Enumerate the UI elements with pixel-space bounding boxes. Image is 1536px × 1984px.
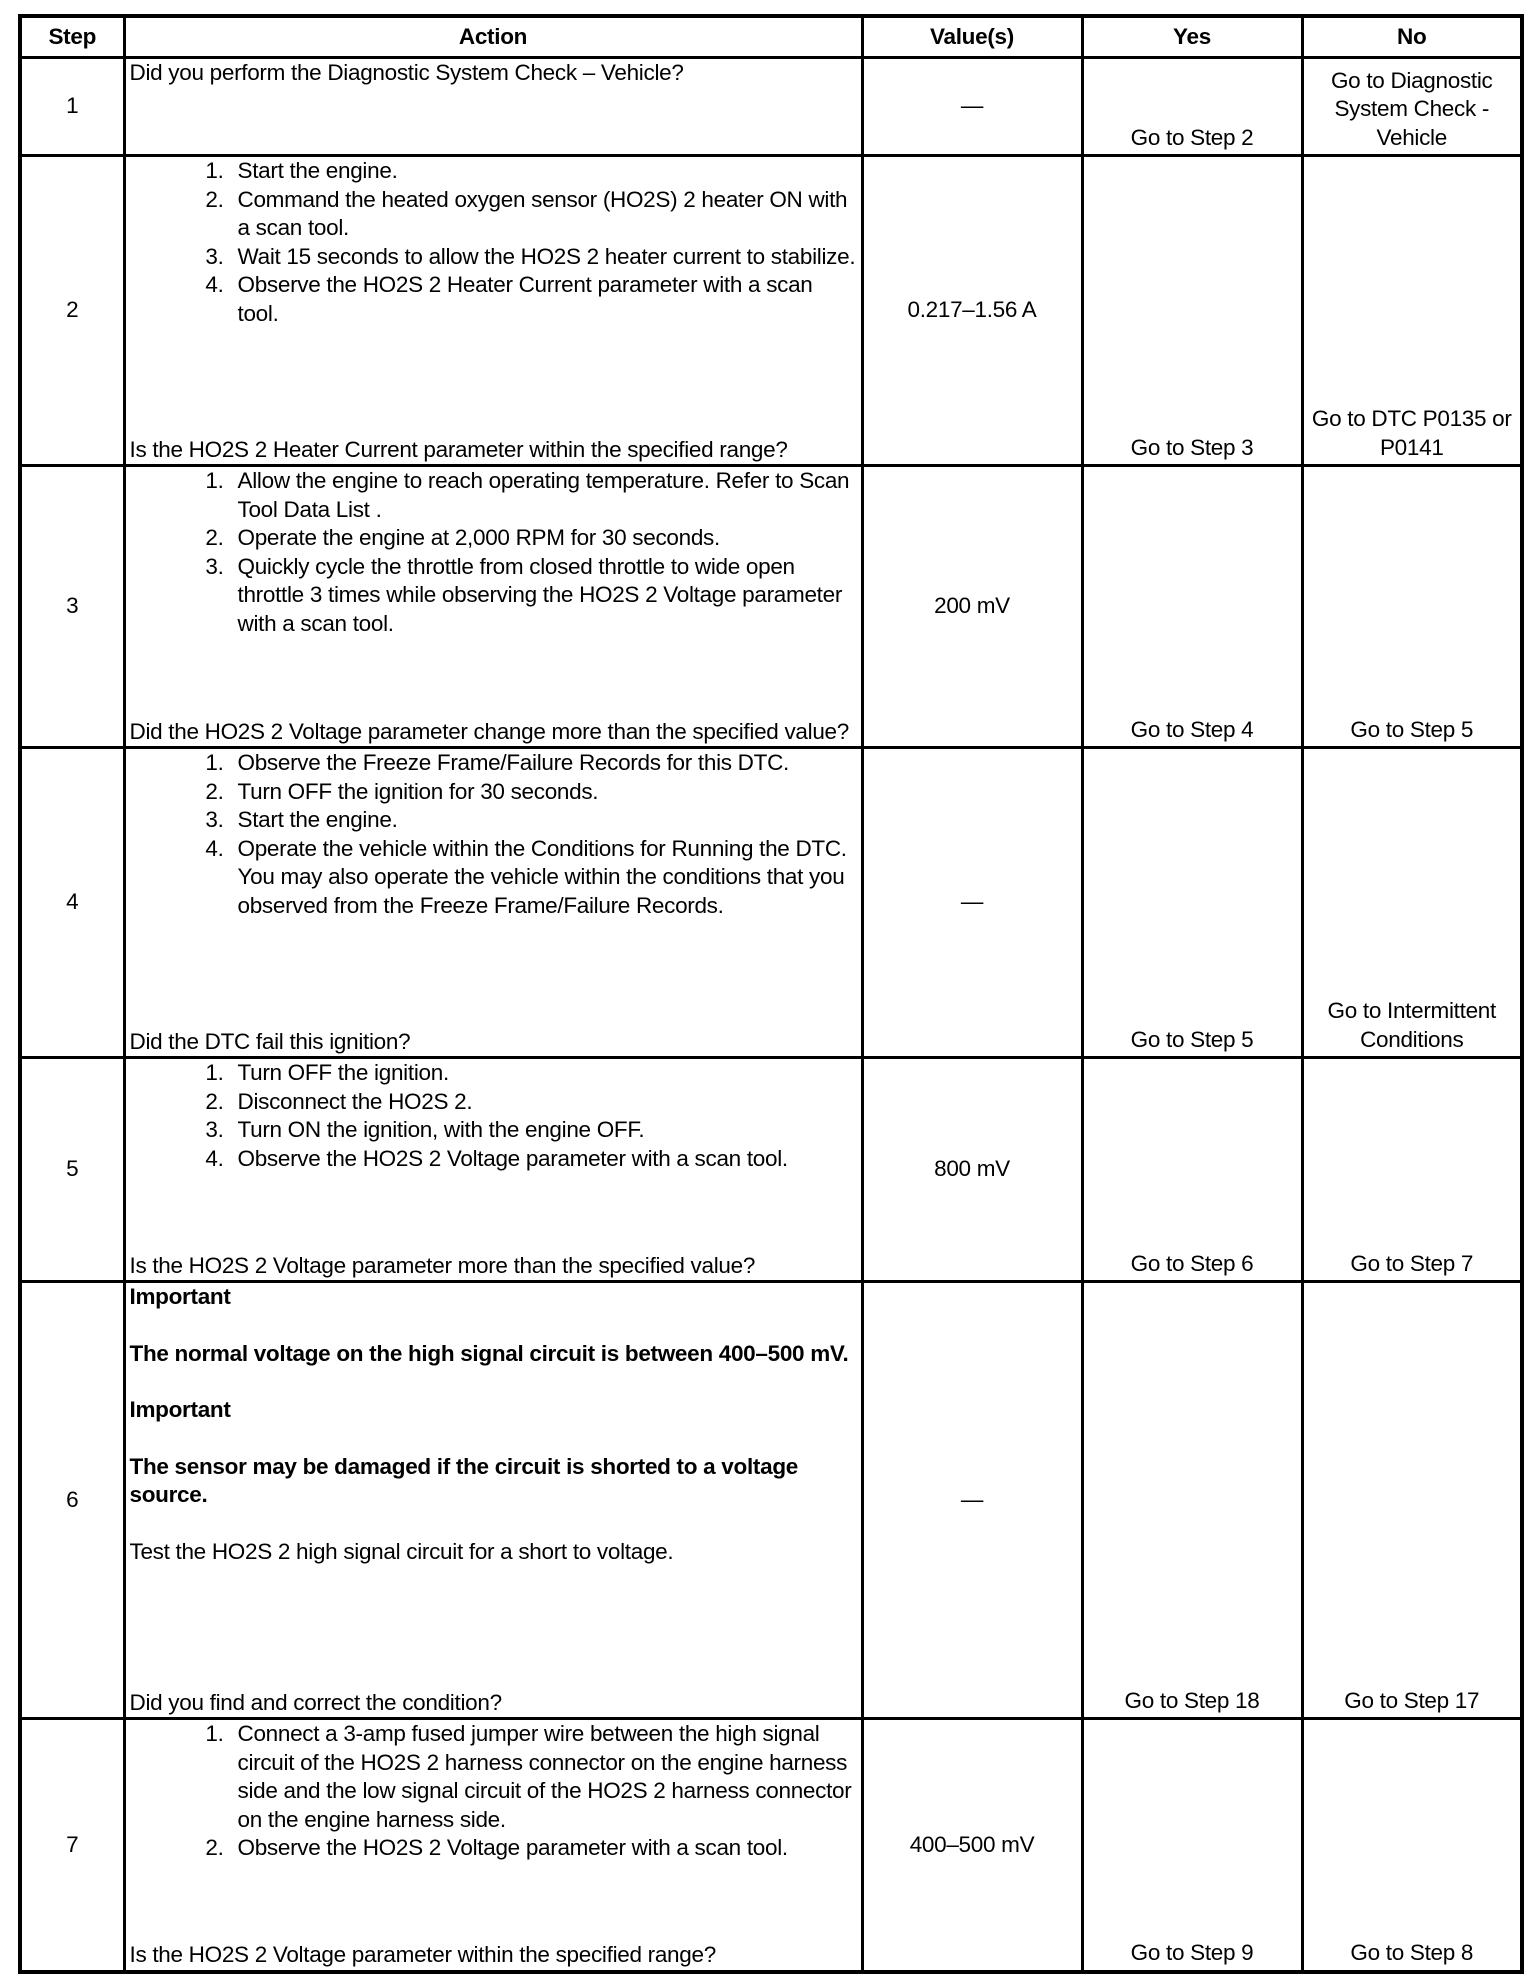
- list-item: 4. Observe the HO2S 2 Heater Current parameter with a scan tool.: [230, 271, 857, 328]
- list-item: 4. Observe the HO2S 2 Voltage parameter with a scan tool.: [230, 1145, 857, 1174]
- yes-cell: Go to Step 4: [1082, 466, 1302, 748]
- important-note: The normal voltage on the high signal circuit is between 400–500 mV.: [129, 1340, 849, 1366]
- header-row: [20, 16, 1522, 58]
- table-row: [20, 1058, 1522, 1282]
- yes-cell: Go to Step 6: [1082, 1058, 1302, 1282]
- list-item: 2. Turn OFF the ignition for 30 seconds.: [230, 778, 857, 807]
- action-cell: [124, 1282, 862, 1719]
- yes-cell: Go to Step 5: [1082, 748, 1302, 1058]
- list-item: 2. Observe the HO2S 2 Voltage parameter with a scan tool.: [230, 1834, 857, 1863]
- header-no: No: [1302, 16, 1522, 58]
- action-cell: [124, 1719, 862, 1972]
- important-note: The sensor may be damaged if the circuit is shorted to a voltage source.: [129, 1453, 798, 1507]
- important-label: Important: [129, 1397, 231, 1422]
- value-cell: 200 mV: [862, 466, 1082, 748]
- list-item: 1. Turn OFF the ignition.: [230, 1059, 857, 1088]
- header-action: Action: [124, 16, 862, 58]
- no-cell: Go to Step 17: [1302, 1282, 1522, 1719]
- question: Did you perform the Diagnostic System Check – Vehicle?: [129, 60, 684, 85]
- value-cell: —: [862, 748, 1082, 1058]
- question: Is the HO2S 2 Heater Current parameter within the specified range?: [129, 436, 788, 462]
- action-cell: [124, 156, 862, 466]
- no-cell: Go to Step 8: [1302, 1719, 1522, 1972]
- no-cell: Go to Intermittent Conditions: [1302, 748, 1522, 1058]
- table-row: [20, 1282, 1522, 1719]
- question: Did the HO2S 2 Voltage parameter change more than the specified value?: [129, 718, 849, 744]
- action-cell: [124, 466, 862, 748]
- no-cell: Go to DTC P0135 or P0141: [1302, 156, 1522, 466]
- no-cell: Go to Step 7: [1302, 1058, 1522, 1282]
- header-step: Step: [20, 16, 124, 58]
- step-number: 3: [20, 466, 124, 748]
- table-row: [20, 466, 1522, 748]
- question: Is the HO2S 2 Voltage parameter more than the specified value?: [129, 1252, 756, 1278]
- list-item: 3. Quickly cycle the throttle from closed throttle to wide open throttle 3 times while observing the HO2S 2 Voltage parameter with a scan tool.: [230, 553, 857, 639]
- list-item: 1. Allow the engine to reach operating temperature. Refer to Scan Tool Data List .: [230, 467, 857, 524]
- value-cell: 800 mV: [862, 1058, 1082, 1282]
- table-row: [20, 58, 1522, 156]
- table-row: [20, 1719, 1522, 1972]
- important-label: Important: [129, 1284, 231, 1309]
- list-item: 2. Command the heated oxygen sensor (HO2S) 2 heater ON with a scan tool.: [230, 186, 857, 243]
- table-row: [20, 156, 1522, 466]
- step-number: 4: [20, 748, 124, 1058]
- header-yes: Yes: [1082, 16, 1302, 58]
- step-number: 1: [20, 58, 124, 156]
- list-item: 1. Connect a 3-amp fused jumper wire between the high signal circuit of the HO2S 2 harness connector on the engine harness side and the low signal circuit of the HO2S 2 harness connector on the engine harness side.: [230, 1720, 857, 1834]
- list-item: 2. Disconnect the HO2S 2.: [230, 1088, 857, 1117]
- list-item: 3. Wait 15 seconds to allow the HO2S 2 heater current to stabilize.: [230, 243, 857, 272]
- value-cell: 400–500 mV: [862, 1719, 1082, 1972]
- list-item: 1. Observe the Freeze Frame/Failure Records for this DTC.: [230, 749, 857, 778]
- list-item: 3. Turn ON the ignition, with the engine OFF.: [230, 1116, 857, 1145]
- list-item: 1. Start the engine.: [230, 157, 857, 186]
- step-number: 7: [20, 1719, 124, 1972]
- step-number: 5: [20, 1058, 124, 1282]
- list-item: 2. Operate the engine at 2,000 RPM for 30 seconds.: [230, 524, 857, 553]
- no-cell: Go to Diagnostic System Check - Vehicle: [1302, 58, 1522, 156]
- no-cell: Go to Step 5: [1302, 466, 1522, 748]
- value-cell: —: [862, 58, 1082, 156]
- yes-cell: Go to Step 9: [1082, 1719, 1302, 1972]
- value-cell: —: [862, 1282, 1082, 1719]
- yes-cell: Go to Step 3: [1082, 156, 1302, 466]
- table-row: [20, 748, 1522, 1058]
- header-values: Value(s): [862, 16, 1082, 58]
- value-cell: 0.217–1.56 A: [862, 156, 1082, 466]
- list-item: 4. Operate the vehicle within the Conditions for Running the DTC. You may also operate the vehicle within the conditions that you observed from the Freeze Frame/Failure Records.: [230, 835, 857, 921]
- question: Did the DTC fail this ignition?: [129, 1028, 411, 1054]
- instruction: Test the HO2S 2 high signal circuit for a short to voltage.: [129, 1538, 674, 1564]
- action-cell: [124, 58, 862, 156]
- list-item: 3. Start the engine.: [230, 806, 857, 835]
- question: Did you find and correct the condition?: [129, 1689, 502, 1715]
- action-cell: [124, 1058, 862, 1282]
- yes-cell: Go to Step 2: [1082, 58, 1302, 156]
- yes-cell: Go to Step 18: [1082, 1282, 1302, 1719]
- step-number: 2: [20, 156, 124, 466]
- step-number: 6: [20, 1282, 124, 1719]
- diagnostic-table: [18, 14, 1524, 1974]
- question: Is the HO2S 2 Voltage parameter within the specified range?: [129, 1942, 716, 1967]
- action-cell: [124, 748, 862, 1058]
